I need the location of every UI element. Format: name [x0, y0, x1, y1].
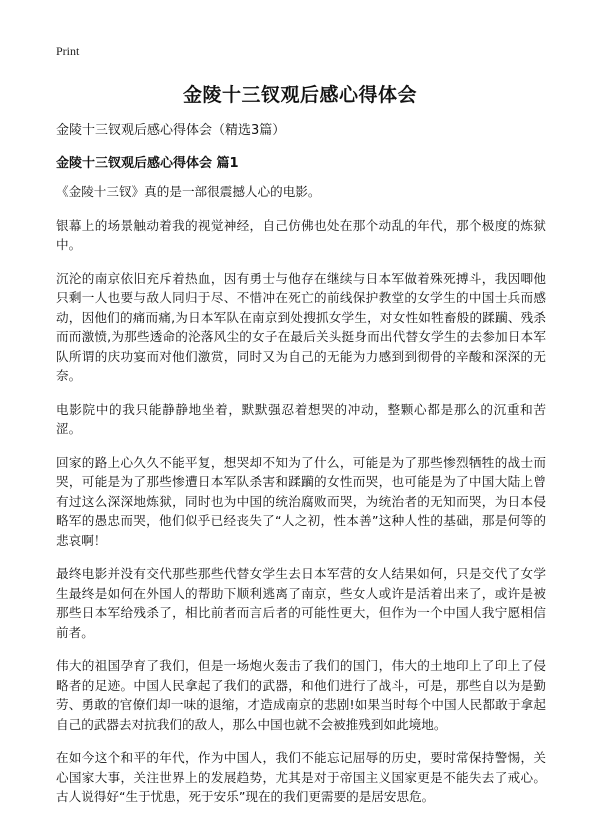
paragraph: 《金陵十三钗》真的是一部很震撼人心的电影。	[56, 184, 321, 199]
article-body	[56, 182, 546, 821]
document-subtitle: 金陵十三钗观后感心得体会（精选3篇）	[56, 123, 286, 138]
section-heading: 金陵十三钗观后感心得体会 篇1	[56, 156, 239, 171]
print-link[interactable]: Print	[56, 44, 80, 58]
page-title: 金陵十三钗观后感心得体会	[182, 84, 417, 106]
paragraph: 沉沦的南京依旧充斥着热血，因有勇士与他存在继续与日本军做着殊死搏斗，我因唧他只剩一人也要与敌人同归于尽、不惜冲在死亡的前线保护教堂的女学生的中国士兵而感动，因他们的痛而痛,为日本军队在南京到处搜抓女学生，对女性如牲畜般的蹂躏、残杀而而激愤,为那些透命的沦落风尘的女子在最后关头挺身而出代替女学生的去参加日本军队所谓的庆功宴而对他们激赏，同时又为自己的无能为力感到到彻骨的辛酸和深深的无奈。	[56, 270, 546, 383]
paragraph: 银幕上的场景触动着我的视觉神经，自己仿佛也处在那个动乱的年代，那个极度的炼狱中。	[56, 217, 546, 252]
paragraph: 伟大的祖国孕育了我们，但是一场炮火轰击了我们的国门，伟大的土地印上了印上了侵略者的足迹。中国人民拿起了我们的武器，和他们进行了战斗，可是，那些自以为是勤劳、勇敢的官僚们却一味的退缩，才造成南京的悲剧!如果当时每个中国人民都敢于拿起自己的武器去对抗我们的敌人，那么中国也就不会被推残到如此境地。	[56, 658, 546, 732]
paragraph: 最终电影并没有交代那些那些代替女学生去日本军营的女人结果如何，只是交代了女学生最终是如何在外国人的帮助下顺利逃离了南京，些女人或许是活着出来了，或许是被那些日本军给残杀了，相比前者而言后者的可能性更大，但作为一个中国人我宁愿相信前者。	[56, 566, 546, 640]
paragraph: 在如今这个和平的年代，作为中国人，我们不能忘记屈辱的历史，要时常保持警惕，关心国家大事，关注世界上的发展趋势，尤其是对于帝国主义国家更是不能失去了戒心。古人说得好“生于忧患，死于安乐”现在的我们更需要的是居安思危。	[56, 750, 546, 804]
paragraph: 回家的路上心久久不能平复，想哭却不知为了什么，可能是为了那些惨烈牺牲的战士而哭，可能是为了那些惨遭日本军队杀害和蹂躏的女性而哭，也可能是为了中国大陆上曾有过这么深深地炼狱，同时也为中国的统治腐败而哭，为统治者的无知而哭，为日本侵略军的愚忠而哭，他们似乎已经丧失了“人之初，性本善”这种人性的基础，那是何等的悲哀啊！	[56, 454, 546, 548]
paragraph: 电影院中的我只能静静地坐着，默默强忍着想哭的冲动，整颗心都是那么的沉重和苦涩。	[56, 401, 546, 436]
